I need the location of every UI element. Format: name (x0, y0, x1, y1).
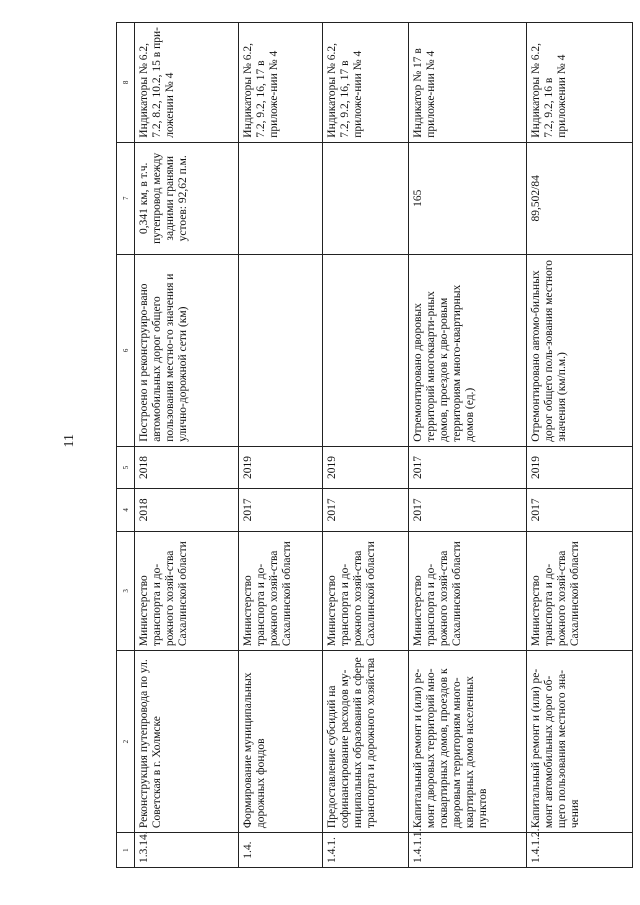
table-row (239, 23, 323, 868)
end-year: 2017 (409, 446, 527, 488)
executor: Министерство транспорта и до-рожного хозяй-ства Сахалинской области (527, 531, 633, 651)
row-code: 1.4.1.1. (409, 833, 527, 868)
start-year: 2017 (239, 489, 323, 531)
indicators: Индикаторы № 6.2, 7.2, 8.2, 10.2, 15 в при-ложении № 4 (135, 23, 239, 143)
measure-name: Капитальный ремонт и (или) ре-монт дворовых территорий мно-гоквартирных домов, проездов к дворовым территориям много-квартирных домов населенных пунктов (409, 651, 527, 833)
indicators: Индикаторы № 6.2, 7.2, 9.2, 16, 17 в приложе-нии № 4 (323, 23, 409, 143)
expected-result: Построено и реконструиро-вано автомобильных дорог общего пользования местно-го значения и улично-дорожной сети (км) (135, 254, 239, 446)
result-value: 165 (409, 142, 527, 254)
end-year: 2018 (135, 446, 239, 488)
page-number: 11 (62, 434, 77, 448)
column-number-header: 8 (117, 23, 135, 143)
column-number-header: 3 (117, 531, 135, 651)
expected-result (239, 254, 323, 446)
table-row (527, 23, 633, 868)
column-number-header: 2 (117, 651, 135, 833)
indicators: Индикаторы № 6.2, 7.2, 9.2, 16, 17 в приложе-нии № 4 (239, 23, 323, 143)
column-number-header: 7 (117, 142, 135, 254)
result-value (323, 142, 409, 254)
expected-result: Отремонтировано автомо-бильных дорог общего поль-зования местного значения (км/п.м.) (527, 254, 633, 446)
result-value: 0,341 км, в т.ч. путепровод между задними гранями устоев: 92,62 п.м. (135, 142, 239, 254)
expected-result (323, 254, 409, 446)
rotated-table-frame (116, 22, 632, 868)
result-value: 89,502/84 (527, 142, 633, 254)
table-row (135, 23, 239, 868)
measure-name: Предоставление субсидий на софинансирование расходов му-ниципальных образований в сфере транспорта и дорожного хозяйства (323, 651, 409, 833)
end-year: 2019 (239, 446, 323, 488)
row-code: 1.4.1. (323, 833, 409, 868)
end-year: 2019 (527, 446, 633, 488)
program-measures-table (116, 22, 633, 868)
row-code: 1.4. (239, 833, 323, 868)
measure-name: Реконструкция путепровода по ул. Советская в г. Холмске (135, 651, 239, 833)
expected-result: Отремонтировано дворовых территорий многокварти-рных домов, проездов к дво-ровым территориям много-квартирных домов (ед.) (409, 254, 527, 446)
start-year: 2017 (527, 489, 633, 531)
column-number-header: 6 (117, 254, 135, 446)
result-value (239, 142, 323, 254)
row-code: 1.4.1.2. (527, 833, 633, 868)
executor: Министерство транспорта и до-рожного хозяй-ства Сахалинской области (135, 531, 239, 651)
start-year: 2017 (323, 489, 409, 531)
indicators: Индикаторы № 6.2, 7.2, 9.2, 16 в приложении № 4 (527, 23, 633, 143)
end-year: 2019 (323, 446, 409, 488)
executor: Министерство транспорта и до-рожного хозяй-ства Сахалинской области (239, 531, 323, 651)
start-year: 2018 (135, 489, 239, 531)
column-number-header: 1 (117, 833, 135, 868)
executor: Министерство транспорта и до-рожного хозяй-ства Сахалинской области (323, 531, 409, 651)
table-header-row (117, 23, 135, 868)
column-number-header: 5 (117, 446, 135, 488)
indicators: Индикатор № 17 в приложе-нии № 4 (409, 23, 527, 143)
measure-name: Капитальный ремонт и (или) ре-монт автомобильных дорог об-щего пользования местного зна-чения (527, 651, 633, 833)
executor: Министерство транспорта и до-рожного хозяй-ства Сахалинской области (409, 531, 527, 651)
measure-name: Формирование муниципальных дорожных фондов (239, 651, 323, 833)
column-number-header: 4 (117, 489, 135, 531)
table-row (323, 23, 409, 868)
table-row (409, 23, 527, 868)
row-code: 1.3.14. (135, 833, 239, 868)
start-year: 2017 (409, 489, 527, 531)
